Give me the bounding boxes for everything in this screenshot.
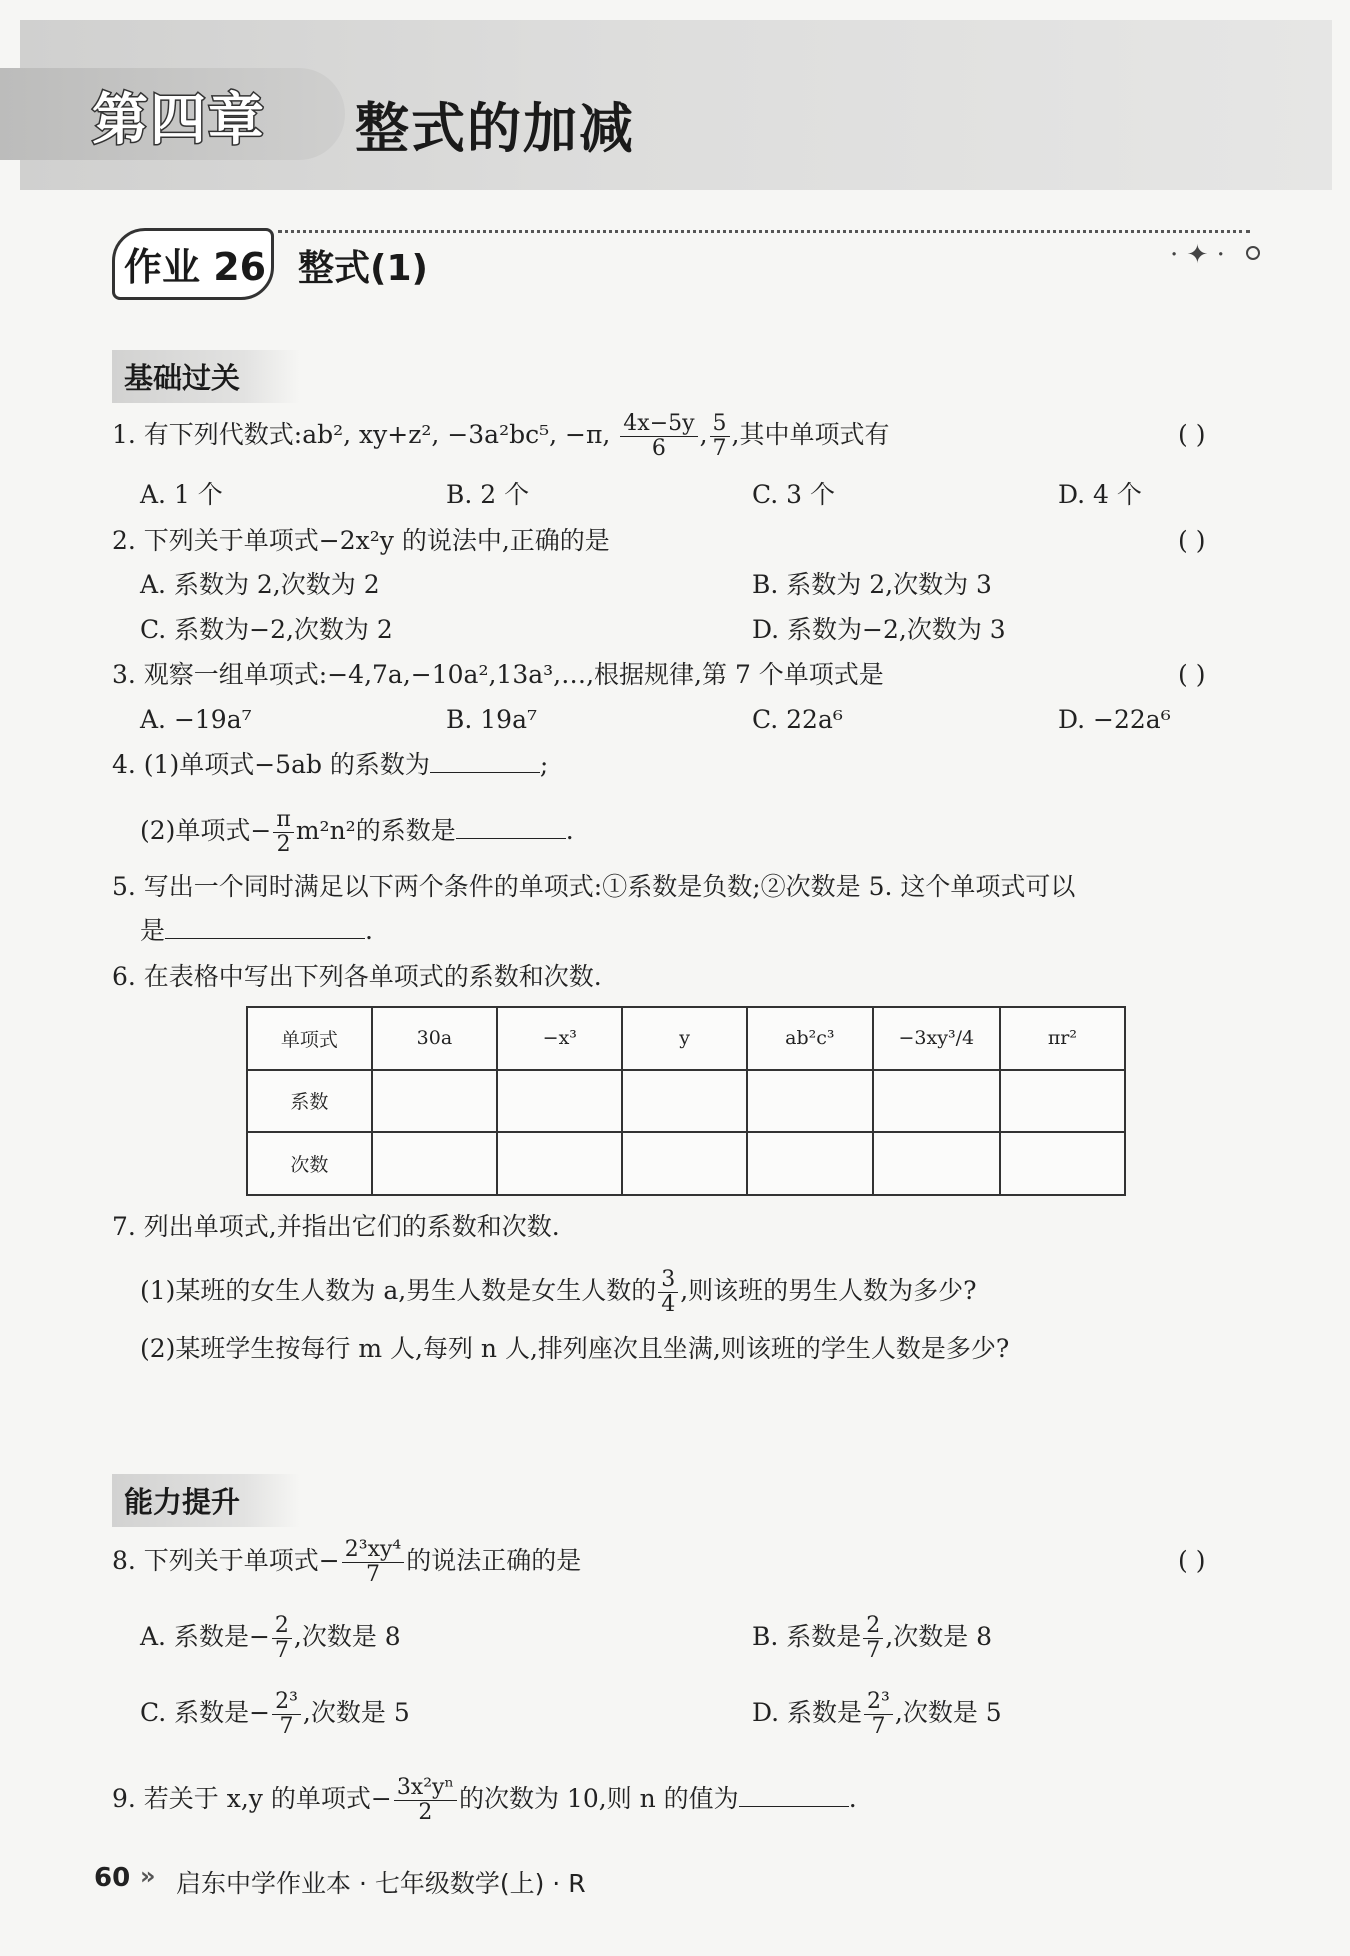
q1-fraction-2 (710, 412, 730, 461)
frac-den: 7 (871, 1714, 886, 1739)
question-3: 3. 观察一组单项式:−4,7a,−10a²,13a³,…,根据规律,第 7 个单项式是 (112, 660, 884, 689)
table-header-row (247, 1007, 1125, 1070)
q9-end: . (848, 1784, 857, 1813)
section-advanced: 能力提升 (112, 1474, 300, 1527)
question-4-part-2 (140, 808, 574, 857)
q4-fraction (273, 808, 293, 857)
q4-p2-text: (2)单项式− (140, 816, 272, 845)
chapter-title: 整式的加减 (355, 97, 635, 160)
q9-stem: 9. 若关于 x,y 的单项式− (112, 1784, 392, 1813)
homework-label: 作业 26 (124, 245, 267, 289)
table-answer-cell[interactable] (497, 1070, 622, 1133)
frac-den: 7 (866, 1638, 881, 1663)
q3-option-a: A. −19a⁷ (140, 705, 252, 734)
q8-option-a (140, 1614, 401, 1663)
q8-option-d (752, 1690, 1002, 1739)
table-header-cell: y (622, 1007, 746, 1070)
table-answer-cell[interactable] (372, 1132, 497, 1195)
q5-blank[interactable] (165, 938, 365, 939)
q8-stem-end: 的说法正确的是 (406, 1546, 582, 1575)
q2-option-b: B. 系数为 2,次数为 3 (752, 570, 992, 599)
frac-den: 7 (365, 1562, 380, 1587)
frac-num: π (273, 808, 293, 833)
homework-title: 整式(1) (298, 248, 428, 289)
frac-num: 2³ (864, 1690, 893, 1715)
opt-text-b: ,次数是 5 (302, 1698, 410, 1727)
opt-text: B. 系数是 (752, 1622, 862, 1651)
q1-option-b: B. 2 个 (446, 480, 530, 509)
q8-fraction (342, 1538, 404, 1587)
q3-option-b: B. 19a⁷ (446, 705, 538, 734)
question-7-part-1 (140, 1268, 977, 1317)
frac-num: 2³xy⁴ (342, 1538, 404, 1563)
question-4-part-1 (112, 750, 548, 780)
book-title: 启东中学作业本 · 七年级数学(上) · R (176, 1869, 586, 1898)
q5-text: 是 (140, 916, 166, 945)
q1-stem: 1. 有下列代数式: (112, 420, 303, 449)
frac-den: 2 (276, 832, 291, 857)
q3-option-d: D. −22a⁶ (1058, 705, 1171, 734)
table-row (247, 1070, 1125, 1133)
table-answer-cell[interactable] (873, 1070, 1000, 1133)
q7-p1-text-b: ,则该班的男生人数为多少? (680, 1276, 977, 1305)
q4-p2-text-b: m²n²的系数是 (295, 816, 456, 845)
question-1: 1. 有下列代数式:ab², xy+z², −3a²bc⁵, −π, $\frac{4x-5y}{6}$ , $\frac{5}{7}$ ,其中单项式有 (112, 411, 890, 461)
table-answer-cell[interactable] (1000, 1132, 1125, 1195)
frac-num: 4x−5y (620, 412, 697, 437)
table-row-label: 系数 (247, 1070, 372, 1133)
q9-blank[interactable] (739, 1806, 849, 1807)
divider-end-circle (1246, 246, 1260, 260)
opt-text: C. 系数是− (140, 1698, 271, 1727)
q3-answer-paren[interactable]: ( ) (1178, 660, 1206, 689)
q7-fraction (658, 1268, 678, 1317)
opt-text-b: ,次数是 5 (894, 1698, 1002, 1727)
q4-p2-end: . (565, 816, 574, 845)
opt-fraction (272, 1614, 292, 1663)
table-header-cell: 单项式 (247, 1007, 372, 1070)
q9-stem-end: 的次数为 10,则 n 的值为 (458, 1784, 739, 1813)
table-answer-cell[interactable] (747, 1132, 873, 1195)
q2-answer-paren[interactable]: ( ) (1178, 526, 1206, 555)
frac-den: 6 (651, 436, 666, 461)
page-number: 60 (94, 1863, 131, 1893)
frac-num: 2 (863, 1614, 883, 1639)
frac-num: 5 (710, 412, 730, 437)
q2-option-d: D. 系数为−2,次数为 3 (752, 615, 1006, 644)
frac-num: 2³ (272, 1690, 301, 1715)
question-5-line-2 (140, 916, 373, 946)
q1-terms: ab², xy+z², −3a²bc⁵, −π, (302, 420, 611, 449)
q7-p1-text: (1)某班的女生人数为 a,男生人数是女生人数的 (140, 1276, 657, 1305)
opt-text-b: ,次数是 8 (293, 1622, 401, 1651)
q8-option-c (140, 1690, 410, 1739)
opt-text: A. 系数是− (140, 1622, 270, 1651)
q1-fraction-1 (620, 412, 697, 461)
frac-num: 2 (272, 1614, 292, 1639)
question-7: 7. 列出单项式,并指出它们的系数和次数. (112, 1212, 560, 1241)
q1-option-d: D. 4 个 (1058, 480, 1142, 509)
frac-den: 7 (274, 1638, 289, 1663)
question-2: 2. 下列关于单项式−2x²y 的说法中,正确的是 (112, 526, 610, 555)
opt-text: D. 系数是 (752, 1698, 863, 1727)
q4-p1-end: ; (539, 750, 549, 779)
frac-den: 7 (712, 436, 727, 461)
q4-p2-blank[interactable] (456, 838, 566, 839)
q1-option-c: C. 3 个 (752, 480, 835, 509)
q1-option-a: A. 1 个 (140, 480, 223, 509)
q8-option-b (752, 1614, 992, 1663)
table-answer-cell[interactable] (497, 1132, 622, 1195)
q2-option-c: C. 系数为−2,次数为 2 (140, 615, 393, 644)
opt-fraction (863, 1614, 883, 1663)
opt-text-b: ,次数是 8 (885, 1622, 993, 1651)
chapter-tag: 第四章 (92, 88, 266, 153)
table-answer-cell[interactable] (873, 1132, 1000, 1195)
question-6: 6. 在表格中写出下列各单项式的系数和次数. (112, 962, 602, 991)
table-header-cell: −3xy³/4 (873, 1007, 1000, 1070)
opt-fraction (864, 1690, 893, 1739)
table-row (247, 1132, 1125, 1195)
monomial-table (246, 1006, 1126, 1196)
q1-answer-paren[interactable]: ( ) (1178, 420, 1206, 449)
q2-option-a: A. 系数为 2,次数为 2 (140, 570, 380, 599)
question-7-part-2: (2)某班学生按每行 m 人,每列 n 人,排列座次且坐满,则该班的学生人数是多少? (140, 1334, 1010, 1363)
table-answer-cell[interactable] (622, 1132, 746, 1195)
dotted-divider (278, 230, 1250, 235)
table-answer-cell[interactable] (372, 1070, 497, 1133)
section-basic: 基础过关 (112, 350, 300, 403)
q8-stem: 8. 下列关于单项式− (112, 1546, 340, 1575)
table-header-cell: 30a (372, 1007, 497, 1070)
q4-p1-text: 4. (1)单项式−5ab 的系数为 (112, 750, 430, 779)
q5-end: . (365, 916, 373, 945)
frac-den: 2 (418, 1800, 433, 1825)
frac-num: 3x²yⁿ (394, 1776, 457, 1801)
table-header-cell: πr² (1000, 1007, 1125, 1070)
q3-option-c: C. 22a⁶ (752, 705, 843, 734)
table-answer-cell[interactable] (1000, 1070, 1125, 1133)
table-row-label: 次数 (247, 1132, 372, 1195)
frac-num: 3 (658, 1268, 678, 1293)
question-5-line-1: 5. 写出一个同时满足以下两个条件的单项式:①系数是负数;②次数是 5. 这个单项式可以 (112, 872, 1076, 901)
frac-den: 7 (279, 1714, 294, 1739)
table-header-cell: ab²c³ (747, 1007, 873, 1070)
question-9 (112, 1776, 857, 1825)
question-8 (112, 1538, 581, 1587)
table-answer-cell[interactable] (622, 1070, 746, 1133)
opt-fraction (272, 1690, 301, 1739)
table-header-cell: −x³ (497, 1007, 622, 1070)
sparkle-icon: · ✦ · (1170, 240, 1225, 270)
q1-stem-end: ,其中单项式有 (731, 420, 890, 449)
table-answer-cell[interactable] (747, 1070, 873, 1133)
frac-den: 4 (661, 1292, 676, 1317)
q4-p1-blank[interactable] (430, 772, 540, 773)
q9-fraction (394, 1776, 457, 1825)
q8-answer-paren[interactable]: ( ) (1178, 1546, 1206, 1575)
double-chevron-icon: » (140, 1862, 156, 1890)
